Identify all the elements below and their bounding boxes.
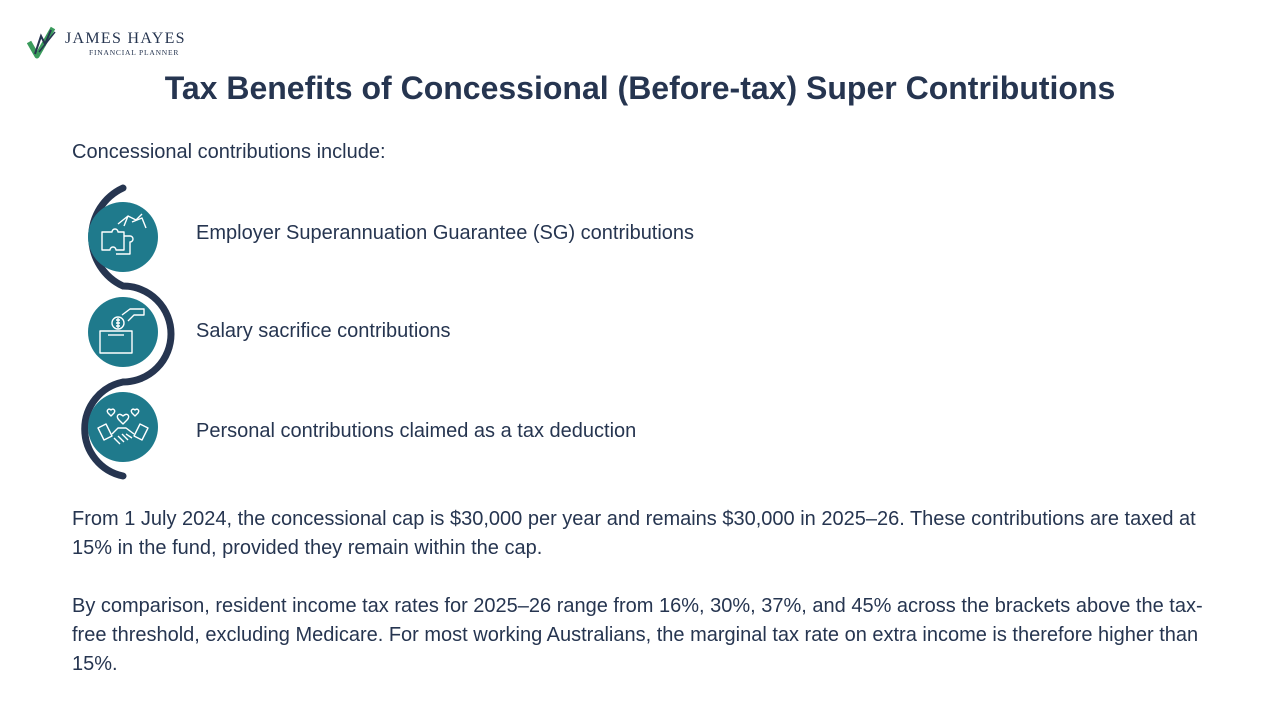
comparison-paragraph: By comparison, resident income tax rates for 2025–26 range from 16%, 30%, 37%, and 45% across the brackets above the tax-free threshold, excluding Medicare. For most working Australians, the marginal tax rate on extra income is therefore higher than 15%. bbox=[72, 595, 1203, 675]
item-icon-circle-2 bbox=[88, 297, 158, 367]
intro-text: Concessional contributions include: bbox=[72, 141, 386, 163]
item-icon-circle-3 bbox=[88, 392, 158, 462]
cap-paragraph: From 1 July 2024, the concessional cap is $30,000 per year and remains $30,000 in 2025–26. These contributions are taxed at 15% in the fund, provided they remain within the cap. bbox=[72, 508, 1196, 559]
item-icon-circle-1 bbox=[88, 202, 158, 272]
handshake-hearts-icon bbox=[88, 392, 158, 462]
item-label-3: Personal contributions claimed as a tax deduction bbox=[196, 420, 637, 442]
logo-tagline: FINANCIAL PLANNER bbox=[89, 48, 180, 57]
checkmark-logo-icon bbox=[27, 24, 67, 60]
item-label-2: Salary sacrifice contributions bbox=[196, 320, 451, 342]
item-label-1: Employer Superannuation Guarantee (SG) contributions bbox=[196, 222, 695, 244]
puzzle-hand-icon bbox=[88, 202, 158, 272]
company-logo bbox=[27, 24, 207, 60]
logo-name: JAMES HAYES bbox=[65, 30, 186, 47]
coin-deposit-icon bbox=[88, 297, 158, 367]
page-title: Tax Benefits of Concessional (Before-tax) Super Contributions bbox=[164, 70, 1116, 106]
